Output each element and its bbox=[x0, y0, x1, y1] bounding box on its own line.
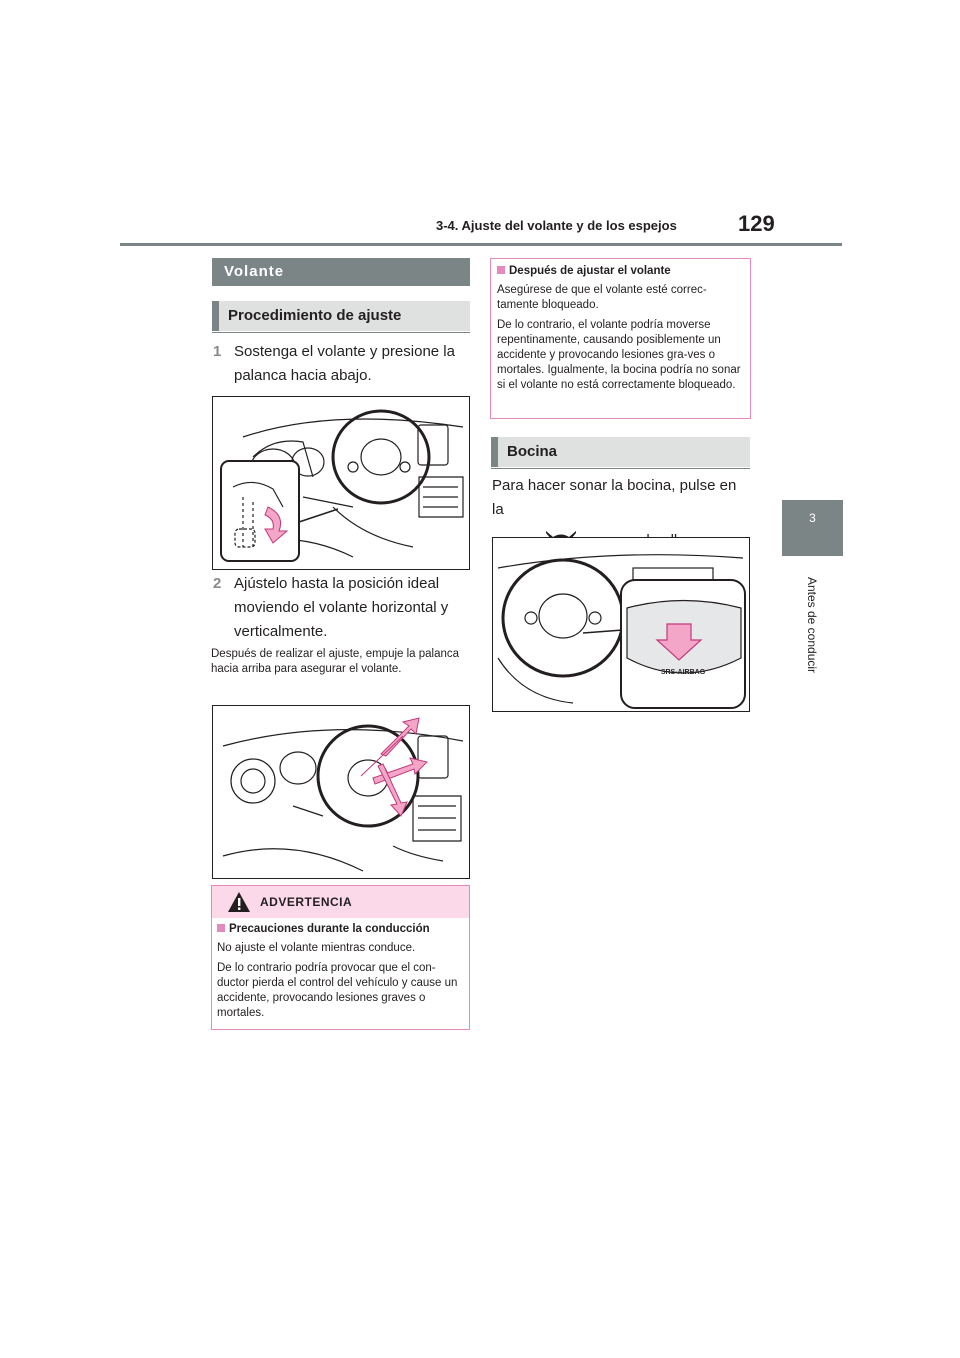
airbag-label: SRS-AIRBAG bbox=[660, 669, 706, 676]
section-title: 3-4. Ajuste del volante y de los espejos bbox=[436, 218, 677, 233]
bullet-square-icon bbox=[217, 924, 225, 932]
info-title: Después de ajustar el volante bbox=[509, 265, 671, 277]
horn-illustration bbox=[493, 538, 749, 711]
chapter-tab bbox=[782, 500, 843, 556]
header-rule bbox=[120, 243, 842, 246]
step-2 bbox=[213, 572, 468, 644]
subheading-procedimiento: Procedimiento de ajuste bbox=[212, 301, 470, 331]
info-p1: Asegúrese de que el volante esté correc-tamente bloqueado. bbox=[497, 284, 707, 311]
chapter-number: 3 bbox=[809, 511, 816, 525]
figure-horn bbox=[492, 537, 750, 712]
horn-text-line1: Para hacer sonar la bocina, pulse en la bbox=[492, 477, 737, 518]
bullet-square-icon bbox=[497, 266, 505, 274]
figure-steering-adjust bbox=[212, 705, 470, 879]
adjust-note: Después de realizar el ajuste, empuje la palanca hacia arriba para asegurar el volante. bbox=[211, 648, 460, 675]
subheading-bocina: Bocina bbox=[491, 437, 750, 467]
step-1 bbox=[213, 340, 468, 388]
warning-triangle-icon bbox=[227, 891, 251, 913]
chapter-label: Antes de conducir bbox=[805, 576, 819, 674]
warning-box bbox=[211, 885, 470, 1030]
warning-item-title: Precauciones durante la conducción bbox=[229, 923, 430, 935]
figure-steering-lever bbox=[212, 396, 470, 570]
info-p2: De lo contrario, el volante podría moverse repentinamente, causando posiblemente un accidente y provocando lesiones gra-ves o mortales. Igualmente, la bocina podría no sonar si el volante no está correctamente bloqueado. bbox=[497, 319, 741, 391]
warning-p1: No ajuste el volante mientras conduce. bbox=[217, 942, 416, 954]
info-box bbox=[490, 258, 751, 419]
step-number: 2 bbox=[213, 575, 222, 592]
step-number: 1 bbox=[213, 343, 222, 360]
page-number: 129 bbox=[738, 211, 775, 236]
warning-header bbox=[212, 886, 469, 918]
steering-lever-illustration bbox=[213, 397, 469, 569]
warning-p2: De lo contrario podría provocar que el con-ductor pierda el control del vehículo y cause un accidente, provocando lesiones graves o mortales. bbox=[217, 962, 458, 1019]
step-text: Sostenga el volante y presione la palanca hacia abajo. bbox=[234, 343, 455, 384]
step-text: Ajústelo hasta la posición ideal moviendo el volante horizontal y verticalmente. bbox=[234, 575, 449, 640]
warning-title: ADVERTENCIA bbox=[260, 895, 353, 909]
steering-adjust-illustration bbox=[213, 706, 469, 878]
heading-volante: Volante bbox=[212, 258, 470, 286]
